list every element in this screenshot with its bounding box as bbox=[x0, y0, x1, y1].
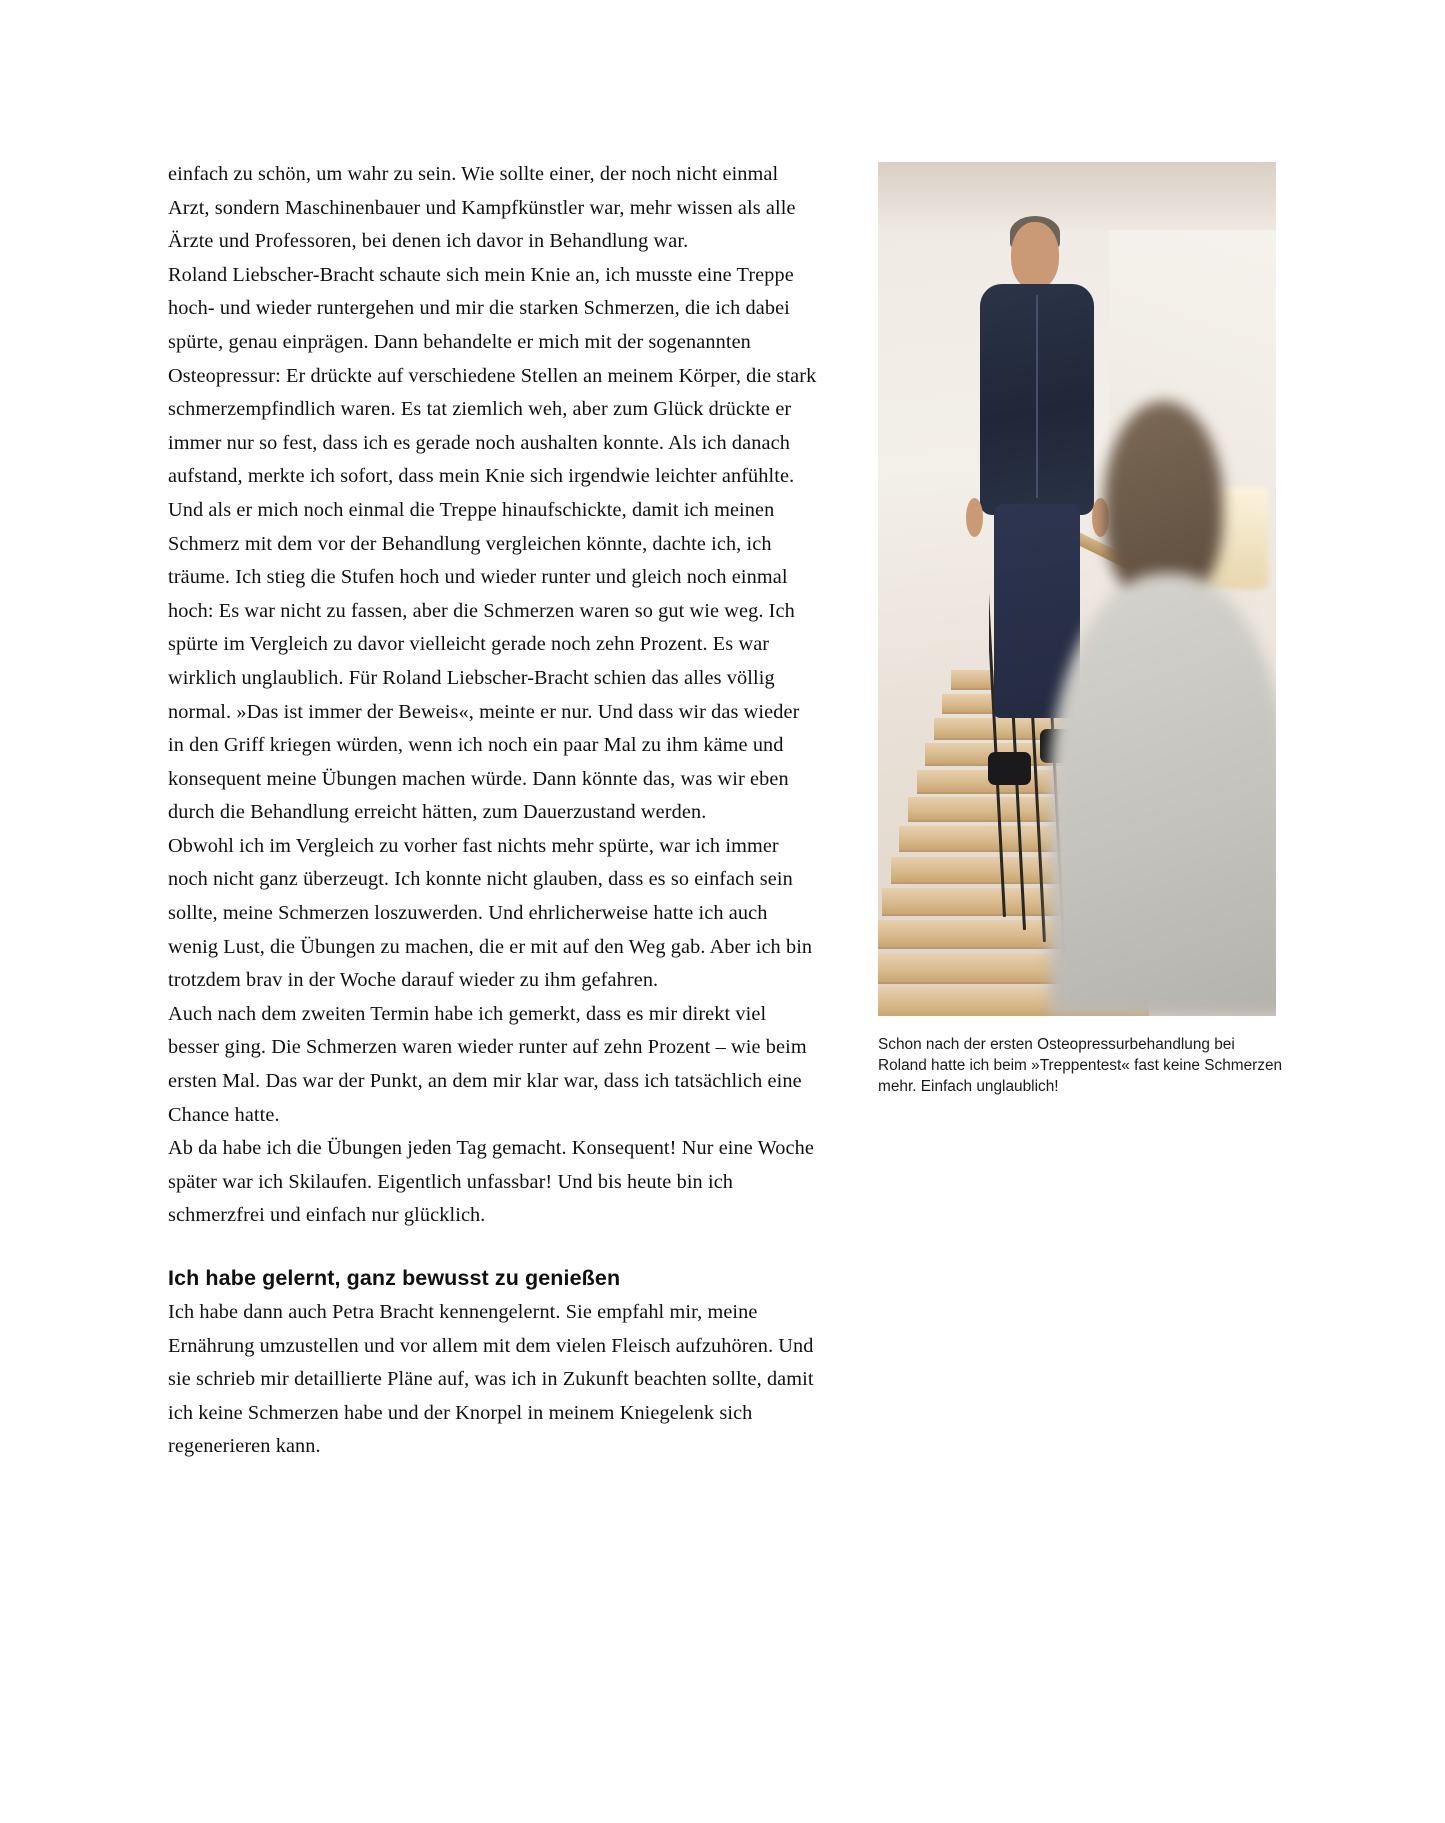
photo-figure bbox=[878, 162, 1276, 1016]
photo-caption: Schon nach der ersten Osteopressurbehandlung bei Roland hatte ich beim »Treppentest« fast keine Schmerzen mehr. Einfach unglaublich! bbox=[878, 1036, 1283, 1095]
photo-person-hand-left bbox=[966, 498, 983, 537]
paragraph-4: Auch nach dem zweiten Termin habe ich gemerkt, dass es mir direkt viel besser ging. Die Schmerzen waren wieder runter auf zehn Prozent – wie beim ersten Mal. Das war der Punkt, an dem mir klar war, dass ich tatsächlich eine Chance hatte. bbox=[168, 1002, 807, 1126]
photo-foreground-person bbox=[1045, 401, 1276, 1016]
photo-foreground-sweater bbox=[1050, 573, 1276, 1016]
section-heading: Ich habe gelernt, ganz bewusst zu genießen bbox=[168, 1266, 621, 1290]
photo-ceiling bbox=[878, 162, 1276, 230]
paragraph-2: Roland Liebscher-Bracht schaute sich mein Knie an, ich musste eine Treppe hoch- und wieder runtergehen und mir die starken Schmerzen, die ich dabei spürte, genau einprägen. Dann behandelte er mich mit der sogenannten Osteopressur: Er drückte auf verschiedene Stellen an meinem Körper, die stark schmerzempfindlich waren. Es tat ziemlich weh, aber zum Glück drückte er immer nur so fest, dass ich es gerade noch aushalten konnte. Als ich danach aufstand, merkte ich sofort, dass mein Knie sich irgendwie leichter anfühlte. Und als er mich noch einmal die Treppe hinaufschickte, damit ich meinen Schmerz mit dem vor der Behandlung vergleichen könnte, dachte ich, ich träume. Ich stieg die Stufen hoch und wieder runter und gleich noch einmal hoch: Es war nicht zu fassen, aber die Schmerzen waren so gut wie weg. Ich spürte im Vergleich zu davor vielleicht gerade noch zehn Prozent. Es war wirklich unglaublich. Für Roland Liebscher-Bracht schien das alles völlig normal. »Das ist immer der Beweis«, meinte er nur. Und dass wir das wieder in den Griff kriegen würden, wenn ich noch ein paar Mal zu ihm käme und konsequent meine Übungen machen würde. Dann könnte das, was wir eben durch die Behandlung erreicht hätten, zum Dauerzustand werden. bbox=[168, 263, 817, 824]
paragraph-5: Ab da habe ich die Übungen jeden Tag gemacht. Konsequent! Nur eine Woche später war ich Skilaufen. Eigentlich unfassbar! Und bis heute bin ich schmerzfrei und einfach nur glücklich. bbox=[168, 1137, 814, 1227]
paragraph-1: einfach zu schön, um wahr zu sein. Wie sollte einer, der noch nicht einmal Arzt, sondern Maschinenbauer und Kampfkünstler war, mehr wissen als alle Ärzte und Professoren, bei denen ich davor in Behandlung war. bbox=[168, 163, 796, 253]
text-column bbox=[168, 158, 818, 1464]
section-paragraph: Ich habe dann auch Petra Bracht kennengelernt. Sie empfahl mir, meine Ernährung umzustellen und vor allem mit dem vielen Fleisch aufzuhören. Und sie schrieb mir detaillierte Pläne auf, was ich in Zukunft beachten sollte, damit ich keine Schmerzen habe und der Knorpel in meinem Kniegelenk sich regenerieren kann. bbox=[168, 1301, 814, 1458]
photo-person-head bbox=[1011, 222, 1058, 290]
photo-person-zipper bbox=[1036, 295, 1038, 498]
paragraph-3: Obwohl ich im Vergleich zu vorher fast nichts mehr spürte, war ich immer noch nicht ganz überzeugt. Ich konnte nicht glauben, dass es so einfach sein sollte, meine Schmerzen loszuwerden. Und ehrlicherweise hatte ich auch wenig Lust, die Übungen zu machen, die er mit auf den Weg gab. Aber ich bin trotzdem brav in der Woche darauf wieder zu ihm gefahren. bbox=[168, 834, 813, 992]
photo-stairs-osteopressur bbox=[878, 162, 1276, 1016]
photo-person-shoe-left bbox=[988, 752, 1031, 786]
